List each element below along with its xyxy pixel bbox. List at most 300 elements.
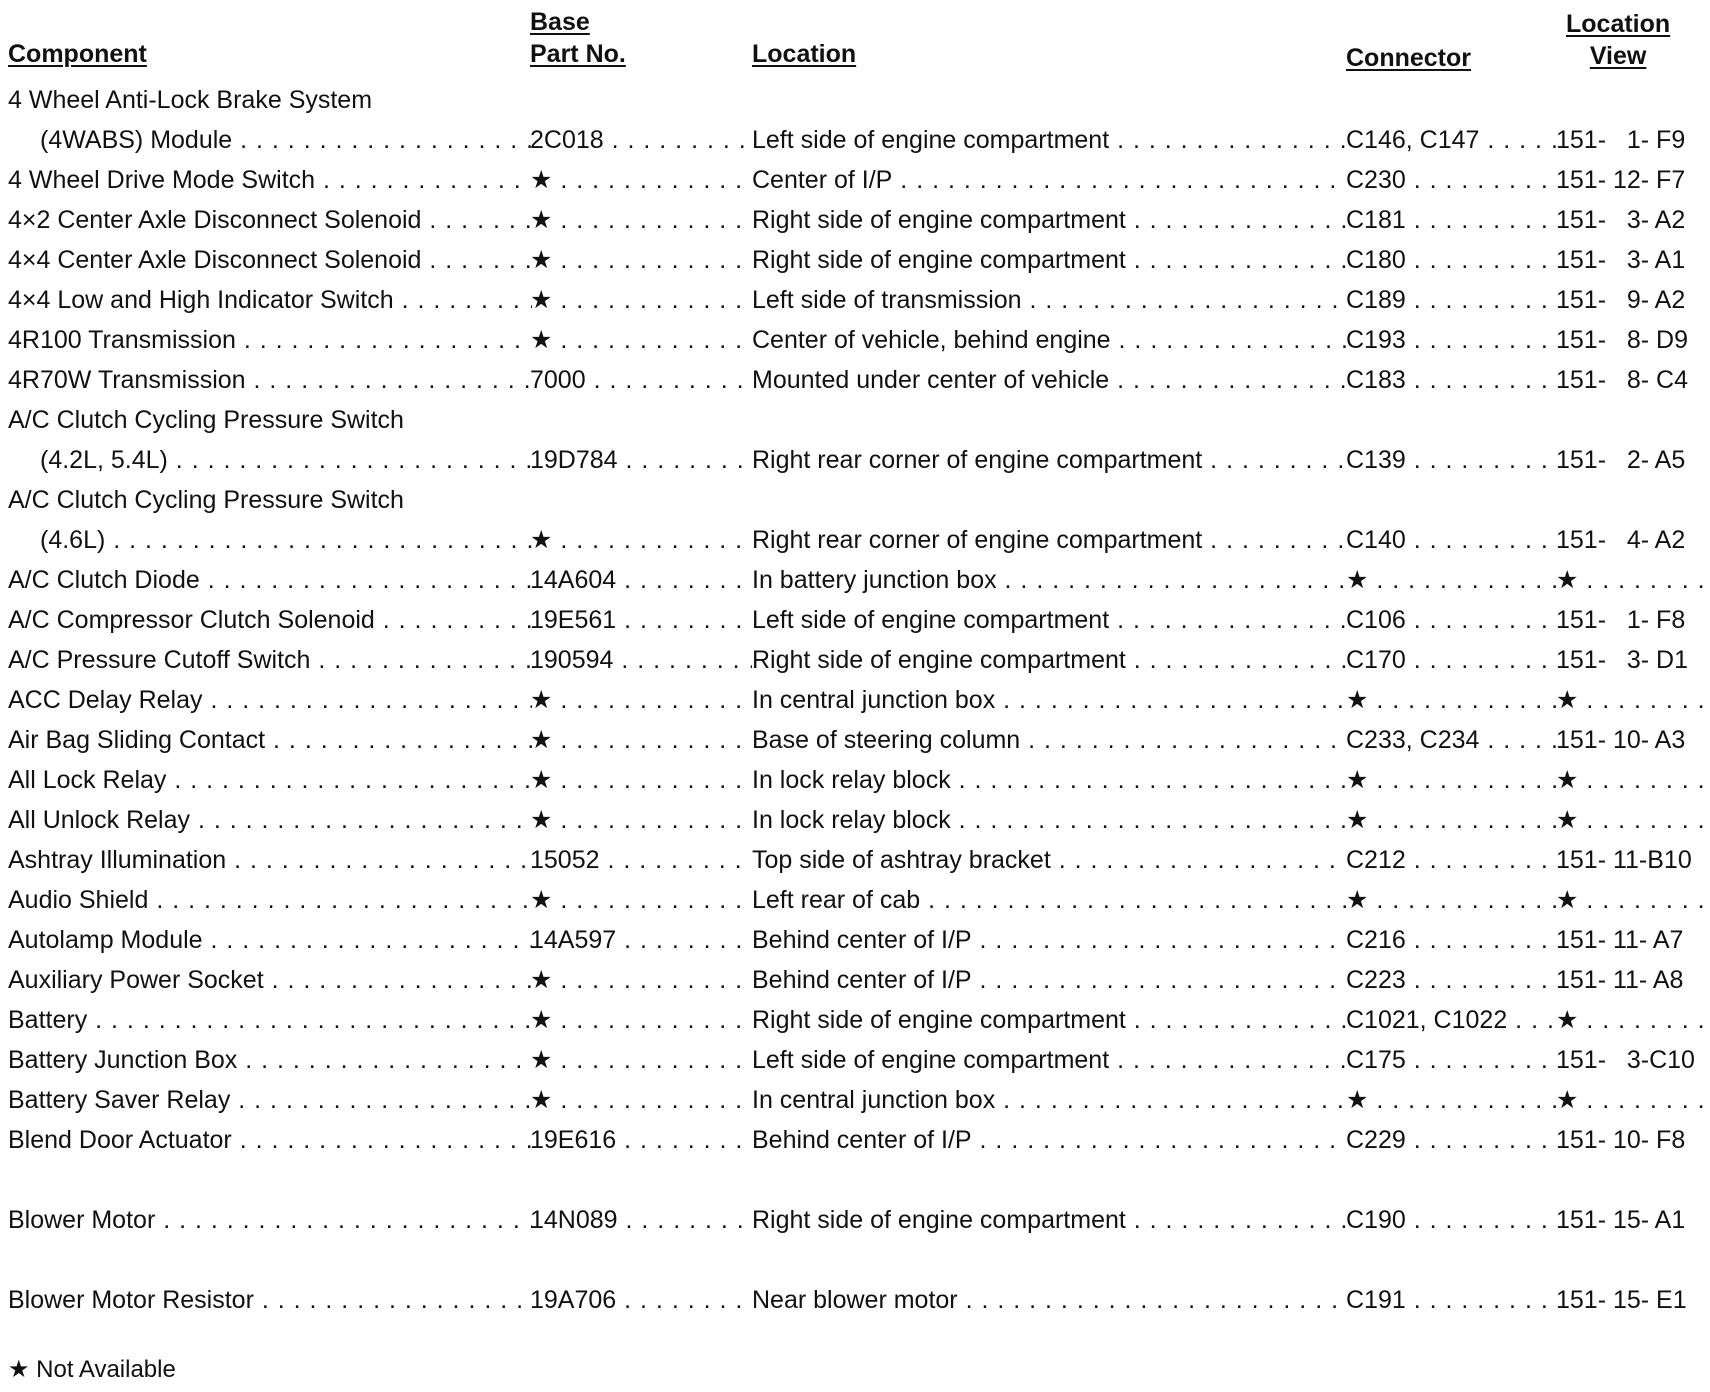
connector-id	[1346, 1280, 1556, 1320]
location-text-text: Left rear of cab	[752, 886, 921, 914]
table-row	[0, 320, 1710, 360]
location-text-text: Behind center of I/P	[752, 926, 972, 954]
location-view	[1556, 200, 1706, 240]
part-number	[530, 1200, 752, 1240]
table-row	[0, 720, 1710, 760]
part-number	[530, 720, 752, 760]
footnote-not-available: ★ Not Available	[8, 1356, 176, 1383]
location-view-text: 151- 11-B10	[1556, 846, 1692, 874]
component-name	[8, 1000, 532, 1040]
table-row	[0, 800, 1710, 840]
location-text	[752, 880, 1346, 920]
part-number-text: 14A604	[530, 566, 617, 594]
location-view-text: 151- 15- A1	[1556, 1206, 1686, 1234]
location-text	[752, 960, 1346, 1000]
connector-id-text: ★	[1346, 766, 1369, 794]
location-text	[752, 1280, 1346, 1320]
part-number	[530, 200, 752, 240]
part-number	[530, 920, 752, 960]
location-text-text: Left side of transmission	[752, 286, 1022, 314]
location-text	[752, 760, 1346, 800]
location-text	[752, 1040, 1346, 1080]
part-number-text: ★	[530, 206, 553, 234]
component-name	[8, 1280, 532, 1320]
component-name-text: (4.6L)	[40, 526, 106, 554]
part-number-text: ★	[530, 806, 553, 834]
part-number	[530, 520, 752, 560]
connector-id	[1346, 880, 1556, 920]
connector-id	[1346, 600, 1556, 640]
connector-id-text: C190	[1346, 1206, 1406, 1234]
connector-id-text: C181	[1346, 206, 1406, 234]
part-number	[530, 560, 752, 600]
connector-id-text: C170	[1346, 646, 1406, 674]
component-name	[40, 120, 532, 160]
location-text	[752, 160, 1346, 200]
location-view	[1556, 240, 1706, 280]
connector-id	[1346, 920, 1556, 960]
location-view	[1556, 720, 1706, 760]
connector-id	[1346, 280, 1556, 320]
part-number	[530, 1080, 752, 1120]
connector-id	[1346, 680, 1556, 720]
part-number-text: 19E561	[530, 606, 617, 634]
location-text	[752, 840, 1346, 880]
location-text	[752, 640, 1346, 680]
component-name-text: Blend Door Actuator	[8, 1126, 232, 1154]
table-row	[0, 1000, 1710, 1040]
component-name	[40, 520, 532, 560]
table-row	[0, 840, 1710, 880]
component-name-line1: 4 Wheel Anti-Lock Brake System	[8, 86, 373, 114]
table-row	[0, 680, 1710, 720]
location-view	[1556, 600, 1706, 640]
connector-id-text: C233, C234	[1346, 726, 1480, 754]
component-name	[8, 1200, 532, 1240]
location-view	[1556, 280, 1706, 320]
component-name-line1: A/C Clutch Cycling Pressure Switch	[8, 406, 404, 434]
component-name-text: 4R70W Transmission	[8, 366, 246, 394]
connector-id-text: C139	[1346, 446, 1406, 474]
location-view	[1556, 680, 1706, 720]
location-text-text: In lock relay block	[752, 806, 951, 834]
component-name	[8, 640, 532, 680]
location-text-text: Right side of engine compartment	[752, 246, 1126, 274]
part-number-text: ★	[530, 526, 553, 554]
connector-id	[1346, 1120, 1556, 1160]
location-view	[1556, 1280, 1706, 1320]
location-view-text: 151- 4- A2	[1556, 526, 1686, 554]
component-name	[8, 760, 532, 800]
location-view	[1556, 560, 1706, 600]
component-name	[8, 800, 532, 840]
connector-id-text: ★	[1346, 886, 1369, 914]
location-view	[1556, 320, 1706, 360]
location-view-text: ★	[1556, 766, 1579, 794]
location-text	[752, 720, 1346, 760]
component-name	[8, 1120, 532, 1160]
connector-id-text: ★	[1346, 1086, 1369, 1114]
part-number	[530, 280, 752, 320]
location-text-text: Top side of ashtray bracket	[752, 846, 1051, 874]
connector-id	[1346, 960, 1556, 1000]
component-name-text: Blower Motor Resistor	[8, 1286, 254, 1314]
location-view	[1556, 440, 1706, 480]
location-view	[1556, 1120, 1706, 1160]
location-text	[752, 1080, 1346, 1120]
location-view-text: ★	[1556, 806, 1579, 834]
part-number	[530, 320, 752, 360]
connector-id	[1346, 160, 1556, 200]
table-row	[0, 200, 1710, 240]
table-row	[0, 240, 1710, 280]
header-connector-label: Connector	[1346, 44, 1471, 72]
table-row	[0, 600, 1710, 640]
part-number-text: 7000	[530, 366, 586, 394]
location-text	[752, 560, 1346, 600]
location-view	[1556, 360, 1706, 400]
location-view-text: 151- 3-C10	[1556, 1046, 1695, 1074]
part-number-text: ★	[530, 1046, 553, 1074]
component-name	[8, 840, 532, 880]
connector-id	[1346, 840, 1556, 880]
location-text-text: Right rear corner of engine compartment	[752, 526, 1203, 554]
location-view-text: 151- 10- F8	[1556, 1126, 1686, 1154]
location-text-text: Behind center of I/P	[752, 1126, 972, 1154]
location-text-text: Center of I/P	[752, 166, 893, 194]
component-name	[8, 920, 532, 960]
location-view	[1556, 520, 1706, 560]
part-number-text: ★	[530, 1086, 553, 1114]
connector-id-text: C230	[1346, 166, 1406, 194]
component-name	[8, 560, 532, 600]
header-part-top-label: Base	[530, 8, 590, 36]
location-text	[752, 240, 1346, 280]
location-view-text: 151- 8- C4	[1556, 366, 1689, 394]
location-view	[1556, 160, 1706, 200]
component-name-text: A/C Compressor Clutch Solenoid	[8, 606, 375, 634]
component-name-text: 4 Wheel Drive Mode Switch	[8, 166, 316, 194]
header-part-number	[530, 6, 626, 70]
location-text-text: Right side of engine compartment	[752, 206, 1126, 234]
header-component-label: Component	[8, 40, 147, 68]
table-row	[0, 920, 1710, 960]
component-name	[40, 440, 532, 480]
connector-id	[1346, 640, 1556, 680]
component-name-text: Battery Junction Box	[8, 1046, 238, 1074]
location-view	[1556, 800, 1706, 840]
component-name	[8, 880, 532, 920]
part-number-text: 14A597	[530, 926, 617, 954]
component-name	[8, 200, 532, 240]
connector-id	[1346, 240, 1556, 280]
location-text-text: In lock relay block	[752, 766, 951, 794]
location-text-text: Right rear corner of engine compartment	[752, 446, 1203, 474]
part-number-text: 19D784	[530, 446, 618, 474]
location-text	[752, 1200, 1346, 1240]
table-row	[0, 880, 1710, 920]
header-connector	[1346, 42, 1471, 74]
connector-id	[1346, 800, 1556, 840]
component-name	[8, 1080, 532, 1120]
location-view	[1556, 960, 1706, 1000]
location-text-text: Right side of engine compartment	[752, 646, 1126, 674]
connector-id-text: C216	[1346, 926, 1406, 954]
location-view-text: 151- 9- A2	[1556, 286, 1686, 314]
part-number	[530, 760, 752, 800]
part-number-text: ★	[530, 166, 553, 194]
part-number	[530, 240, 752, 280]
component-name-text: Ashtray Illumination	[8, 846, 227, 874]
location-view	[1556, 640, 1706, 680]
location-view	[1556, 1040, 1706, 1080]
part-number-text: 15052	[530, 846, 600, 874]
part-number	[530, 680, 752, 720]
header-location-label: Location	[752, 40, 857, 68]
location-text-text: In central junction box	[752, 1086, 996, 1114]
location-view	[1556, 1000, 1706, 1040]
location-text	[752, 520, 1346, 560]
component-name-text: Blower Motor	[8, 1206, 156, 1234]
location-view-text: 151- 2- A5	[1556, 446, 1686, 474]
connector-id-text: C175	[1346, 1046, 1406, 1074]
table-row	[0, 1120, 1710, 1160]
location-view-text: ★	[1556, 686, 1579, 714]
location-text-text: Center of vehicle, behind engine	[752, 326, 1111, 354]
location-text	[752, 680, 1346, 720]
connector-id-text: C106	[1346, 606, 1406, 634]
location-view-text: 151- 3- A2	[1556, 206, 1686, 234]
connector-id-text: C229	[1346, 1126, 1406, 1154]
part-number-text: ★	[530, 726, 553, 754]
table-row	[0, 640, 1710, 680]
component-name	[8, 160, 532, 200]
table-row	[0, 360, 1710, 400]
connector-id	[1346, 320, 1556, 360]
connector-id-text: C189	[1346, 286, 1406, 314]
header-component	[8, 38, 147, 70]
component-name-text: A/C Pressure Cutoff Switch	[8, 646, 311, 674]
part-number	[530, 1000, 752, 1040]
location-text-text: Base of steering column	[752, 726, 1021, 754]
table-row	[0, 960, 1710, 1000]
table-row	[0, 400, 1710, 480]
part-number-text: ★	[530, 1006, 553, 1034]
header-location-view	[1566, 8, 1670, 72]
component-name	[8, 1040, 532, 1080]
connector-id-text: C180	[1346, 246, 1406, 274]
location-view	[1556, 880, 1706, 920]
component-name	[8, 720, 532, 760]
location-text	[752, 800, 1346, 840]
connector-id	[1346, 200, 1556, 240]
connector-id	[1346, 120, 1556, 160]
component-name-text: 4×4 Low and High Indicator Switch	[8, 286, 394, 314]
part-number-text: ★	[530, 246, 553, 274]
part-number-text: ★	[530, 326, 553, 354]
connector-id	[1346, 520, 1556, 560]
component-name-text: Autolamp Module	[8, 926, 203, 954]
location-text-text: Mounted under center of vehicle	[752, 366, 1110, 394]
component-name-text: ACC Delay Relay	[8, 686, 203, 714]
component-name-text: All Unlock Relay	[8, 806, 191, 834]
table-row	[0, 1040, 1710, 1080]
location-text-text: Left side of engine compartment	[752, 126, 1110, 154]
location-view-text: 151- 8- D9	[1556, 326, 1689, 354]
component-name-text: Battery	[8, 1006, 88, 1034]
table-row	[0, 160, 1710, 200]
part-number	[530, 840, 752, 880]
location-view-text: 151- 12- F7	[1556, 166, 1686, 194]
table-row	[0, 1280, 1710, 1320]
location-text	[752, 920, 1346, 960]
component-name-text: Audio Shield	[8, 886, 149, 914]
component-name-line1: A/C Clutch Cycling Pressure Switch	[8, 486, 404, 514]
component-name-text: Air Bag Sliding Contact	[8, 726, 266, 754]
location-view	[1556, 760, 1706, 800]
table-row	[0, 760, 1710, 800]
part-number-text: ★	[530, 286, 553, 314]
part-number-text: 19A706	[530, 1286, 617, 1314]
component-name	[8, 960, 532, 1000]
location-text	[752, 440, 1346, 480]
location-text-text: Left side of engine compartment	[752, 606, 1110, 634]
component-name	[8, 360, 532, 400]
component-name-text: 4R100 Transmission	[8, 326, 236, 354]
part-number	[530, 360, 752, 400]
table-row	[0, 80, 1710, 160]
connector-id-text: C223	[1346, 966, 1406, 994]
connector-id	[1346, 360, 1556, 400]
location-view	[1556, 120, 1706, 160]
part-number	[530, 640, 752, 680]
location-view	[1556, 1080, 1706, 1120]
connector-id-text: C183	[1346, 366, 1406, 394]
part-number-text: 190594	[530, 646, 614, 674]
location-text	[752, 200, 1346, 240]
location-text	[752, 1000, 1346, 1040]
part-number	[530, 960, 752, 1000]
location-text-text: Near blower motor	[752, 1286, 958, 1314]
component-name	[8, 680, 532, 720]
part-number	[530, 440, 752, 480]
location-view	[1556, 1200, 1706, 1240]
connector-id-text: C146, C147	[1346, 126, 1480, 154]
location-text	[752, 280, 1346, 320]
location-view-text: 151- 1- F8	[1556, 606, 1686, 634]
location-view-text: ★	[1556, 886, 1579, 914]
header-view-label: View	[1589, 42, 1647, 70]
location-view-text: ★	[1556, 1006, 1579, 1034]
part-number-text: ★	[530, 966, 553, 994]
component-name-text: (4WABS) Module	[40, 126, 233, 154]
location-text-text: In central junction box	[752, 686, 996, 714]
location-text-text: Left side of engine compartment	[752, 1046, 1110, 1074]
part-number	[530, 1120, 752, 1160]
component-name-text: Auxiliary Power Socket	[8, 966, 264, 994]
location-text	[752, 600, 1346, 640]
component-name	[8, 280, 532, 320]
connector-id-text: C193	[1346, 326, 1406, 354]
part-number	[530, 160, 752, 200]
connector-id-text: C140	[1346, 526, 1406, 554]
part-number-text: ★	[530, 686, 553, 714]
part-number-text: 14N089	[530, 1206, 618, 1234]
location-view-text: 151- 10- A3	[1556, 726, 1686, 754]
connector-id	[1346, 1040, 1556, 1080]
component-name-text: (4.2L, 5.4L)	[40, 446, 168, 474]
part-number-text: 19E616	[530, 1126, 617, 1154]
part-number	[530, 1280, 752, 1320]
connector-id	[1346, 440, 1556, 480]
connector-id-text: ★	[1346, 686, 1369, 714]
part-number-text: 2C018	[530, 126, 604, 154]
part-number	[530, 800, 752, 840]
location-view-text: 151- 3- D1	[1556, 646, 1689, 674]
location-text-text: In battery junction box	[752, 566, 997, 594]
location-text-text: Right side of engine compartment	[752, 1206, 1126, 1234]
table-row	[0, 560, 1710, 600]
connector-id-text: C1021, C1022	[1346, 1006, 1508, 1034]
location-view	[1556, 920, 1706, 960]
location-text	[752, 360, 1346, 400]
location-text	[752, 320, 1346, 360]
part-number-text: ★	[530, 766, 553, 794]
component-name	[8, 320, 532, 360]
table-row	[0, 280, 1710, 320]
part-number	[530, 120, 752, 160]
component-name-text: 4×4 Center Axle Disconnect Solenoid	[8, 246, 422, 274]
header-part-label: Part No.	[530, 40, 626, 68]
component-name-text: All Lock Relay	[8, 766, 167, 794]
table-row	[0, 480, 1710, 560]
location-view-text: 151- 1- F9	[1556, 126, 1686, 154]
connector-id	[1346, 720, 1556, 760]
component-name-text: Battery Saver Relay	[8, 1086, 231, 1114]
connector-id-text: ★	[1346, 566, 1369, 594]
component-name-text: 4×2 Center Axle Disconnect Solenoid	[8, 206, 422, 234]
connector-id-text: C212	[1346, 846, 1406, 874]
component-name-text: A/C Clutch Diode	[8, 566, 200, 594]
connector-id-text: ★	[1346, 806, 1369, 834]
connector-id	[1346, 560, 1556, 600]
connector-id	[1346, 1080, 1556, 1120]
table-row	[0, 1080, 1710, 1120]
connector-id	[1346, 760, 1556, 800]
location-view	[1556, 840, 1706, 880]
component-name	[8, 600, 532, 640]
connector-id-text: C191	[1346, 1286, 1406, 1314]
location-view-text: 151- 11- A7	[1556, 926, 1684, 954]
component-name	[8, 240, 532, 280]
location-view-text: 151- 11- A8	[1556, 966, 1684, 994]
location-text	[752, 1120, 1346, 1160]
header-view-top-label: Location	[1566, 10, 1671, 38]
table-row	[0, 1200, 1710, 1240]
location-text-text: Right side of engine compartment	[752, 1006, 1126, 1034]
part-number	[530, 880, 752, 920]
part-number	[530, 1040, 752, 1080]
part-number	[530, 600, 752, 640]
connector-id	[1346, 1000, 1556, 1040]
part-number-text: ★	[530, 886, 553, 914]
location-view-text: 151- 15- E1	[1556, 1286, 1687, 1314]
location-text-text: Behind center of I/P	[752, 966, 972, 994]
location-view-text: ★	[1556, 1086, 1579, 1114]
location-view-text: 151- 3- A1	[1556, 246, 1686, 274]
location-view-text: ★	[1556, 566, 1579, 594]
connector-id	[1346, 1200, 1556, 1240]
